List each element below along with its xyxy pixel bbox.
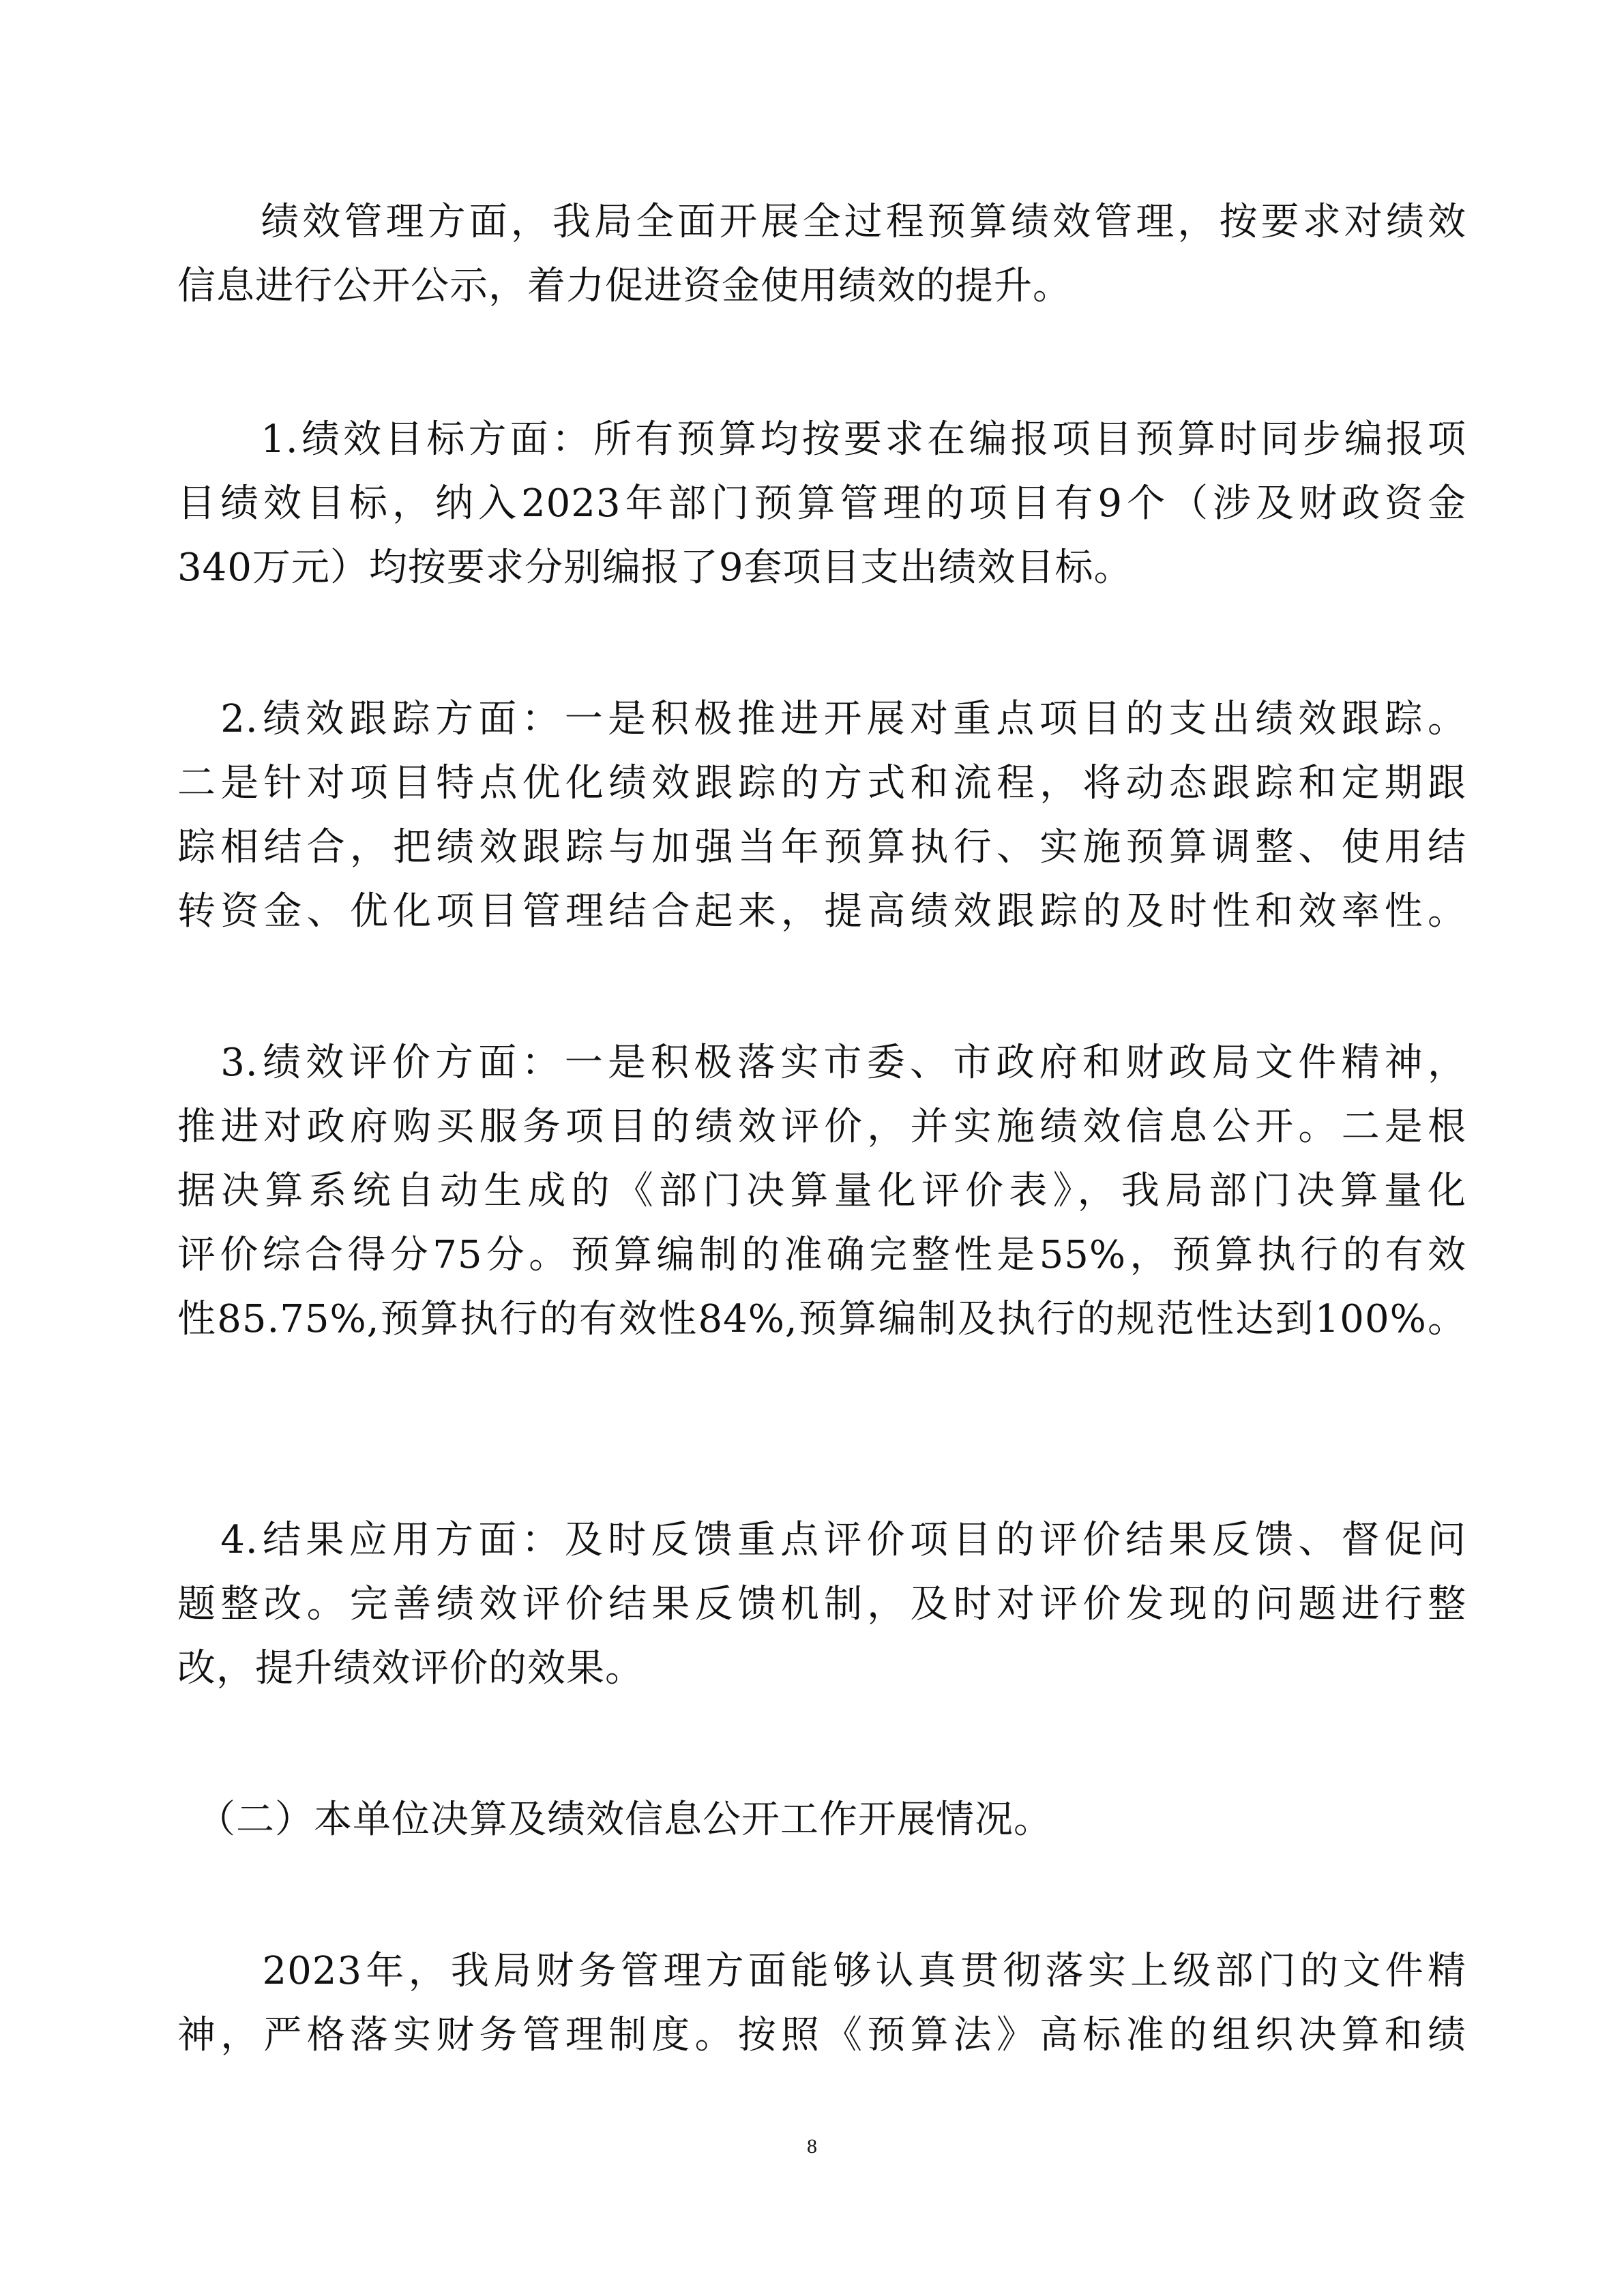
text-line: 踪相结合，把绩效跟踪与加强当年预算执行、实施预算调整、使用结 [177, 825, 1466, 869]
text-line: 3.绩效评价方面：一是积极落实市委、市政府和财政局文件精神， [177, 1041, 1466, 1085]
text-line: 据决算系统自动生成的《部门决算量化评价表》，我局部门决算量化 [177, 1169, 1466, 1213]
paragraph-performance-tracking [177, 687, 1466, 944]
paragraph-result-application [177, 1508, 1466, 1701]
section-heading-disclosure [177, 1788, 1466, 1852]
text-line: 绩效管理方面，我局全面开展全过程预算绩效管理，按要求对绩效 [177, 200, 1466, 244]
text-line: 评价综合得分75分。预算编制的准确完整性是55%，预算执行的有效 [177, 1233, 1466, 1277]
text-line: 1.绩效目标方面：所有预算均按要求在编报项目预算时同步编报项 [177, 417, 1466, 462]
text-line: 转资金、优化项目管理结合起来，提高绩效跟踪的及时性和效率性。 [177, 889, 1466, 934]
text-line: 目绩效目标，纳入2023年部门预算管理的项目有9个（涉及财政资金 [177, 481, 1466, 526]
text-line: 性85.75%,预算执行的有效性84%,预算编制及执行的规范性达到100%。 [177, 1297, 1466, 1341]
paragraph-financial-management-2023 [177, 1939, 1466, 2068]
text-line: 题整改。完善绩效评价结果反馈机制，及时对评价发现的问题进行整 [177, 1582, 1466, 1626]
paragraph-performance-evaluation [177, 1031, 1466, 1352]
text-line: 信息进行公开公示，着力促进资金使用绩效的提升。 [177, 264, 1072, 308]
page-number: 8 [807, 2135, 817, 2158]
text-line: 改，提升绩效评价的效果。 [177, 1646, 644, 1690]
text-line: 2.绩效跟踪方面：一是积极推进开展对重点项目的支出绩效跟踪。 [177, 697, 1466, 741]
text-line: 4.结果应用方面：及时反馈重点评价项目的评价结果反馈、督促问 [177, 1518, 1466, 1562]
text-line: 二是针对项目特点优化绩效跟踪的方式和流程，将动态跟踪和定期跟 [177, 761, 1466, 805]
text-line: 神，严格落实财务管理制度。按照《预算法》高标准的组织决算和绩 [177, 2013, 1466, 2057]
text-line: 2023年，我局财务管理方面能够认真贯彻落实上级部门的文件精 [177, 1949, 1466, 1993]
paragraph-performance-targets [177, 408, 1466, 600]
paragraph-performance-management [177, 190, 1466, 318]
text-line: 推进对政府购买服务项目的绩效评价，并实施绩效信息公开。二是根 [177, 1105, 1466, 1149]
text-line: 340万元）均按要求分别编报了9套项目支出绩效目标。 [177, 546, 1133, 590]
text-line: （二）本单位决算及绩效信息公开工作开展情况。 [177, 1798, 1052, 1842]
